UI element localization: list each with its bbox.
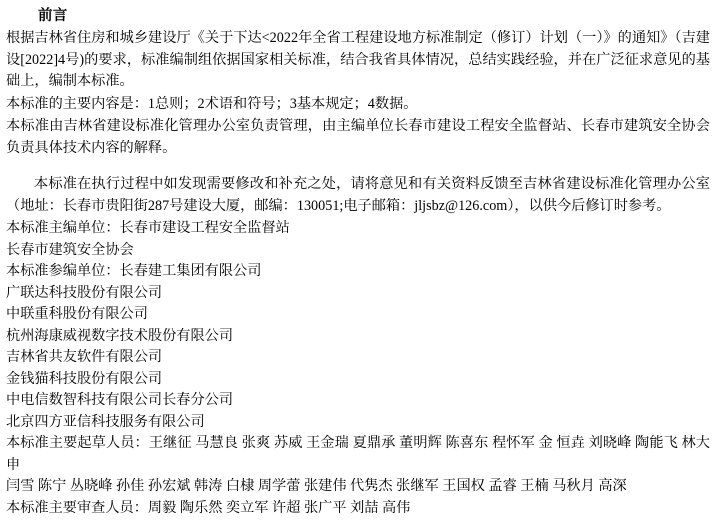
reviewers-names: 周毅 陶乐然 奕立军 许超 张广平 刘喆 高伟 xyxy=(147,499,411,516)
reviewers-block xyxy=(6,498,710,520)
participant-units-label: 本标准参编单位：长春建工集团有限公司 xyxy=(6,263,262,279)
participant-unit: 金钱猫科技股份有限公司 xyxy=(6,370,163,387)
participant-unit: 中联重科股份有限公司 xyxy=(6,306,148,322)
participant-unit: 北京四方亚信科技服务有限公司 xyxy=(6,413,205,430)
participant-unit: 广联达科技股份有限公司 xyxy=(6,284,163,301)
participant-unit: 杭州海康威视数字技术股份有限公司 xyxy=(6,327,234,344)
drafters-names-line-1: 王继征 马慧良 张爽 苏威 王金瑞 夏鼎承 董明辉 陈喜东 程怀军 金 恒垚 刘晓峰 陶能飞 林大申 xyxy=(6,435,710,473)
section-gap xyxy=(6,160,710,174)
drafters-block xyxy=(6,433,710,476)
paragraph-main-content: 本标准的主要内容是：1总则；2术语和符号；3基本规定；4数据。 xyxy=(6,95,418,112)
drafters-label: 本标准主要起草人员： xyxy=(6,435,149,451)
drafters-names-line-2: 闫雪 陈宁 丛晓峰 孙佳 孙宏斌 韩涛 白棣 周学蕾 张建伟 代隽杰 张继军 王国权 孟睿 王楠 马秋月 高深 xyxy=(6,478,627,494)
page-title: 前言 xyxy=(38,8,68,24)
reviewers-label: 本标准主要审查人员： xyxy=(6,499,148,516)
chief-editor-unit-second: 长春市建筑安全协会 xyxy=(6,241,134,258)
paragraph-scope: 根据吉林省住房和城乡建设厅《关于下达<2022年全省工程建设地方标准制定（修订）计划（一）》的通知》（吉建设[2022]4号)的要求，标准编制组依据国家相关标准，结合我省具体情况，总结实践经验，并在广泛征求意见的基础上，编制本标准。 xyxy=(6,30,710,89)
paragraph-management: 本标准由吉林省建设标准化管理办公室负责管理，由主编单位长春市建设工程安全监督站、长春市建筑安全协会负责具体技术内容的解释。 xyxy=(6,118,710,156)
paragraph-feedback: 本标准在执行过程中如发现需要修改和补充之处，请将意见和有关资料反馈至吉林省建设标准化管理办公室（地址：长春市贵阳街287号建设大厦，邮编：130051;电子邮箱：jljsbz@126.com），以供今后修订时参考。 xyxy=(6,176,710,214)
participant-unit: 中电信数智科技有限公司长春分公司 xyxy=(6,392,234,408)
participant-unit: 吉林省共友软件有限公司 xyxy=(6,349,163,365)
chief-editor-unit: 本标准主编单位：长春市建设工程安全监督站 xyxy=(6,220,290,236)
